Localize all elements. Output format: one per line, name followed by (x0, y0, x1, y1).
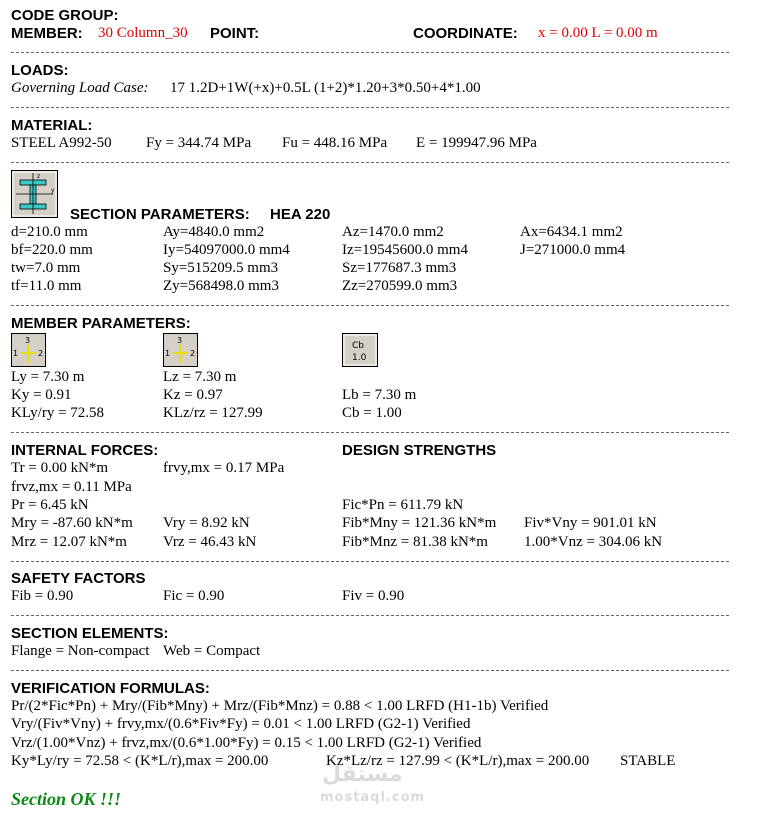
section-param: Sz=177687.3 mm3 (342, 260, 457, 276)
section-param: Zy=568498.0 mm3 (163, 278, 279, 294)
lz-value: Lz = 7.30 m (163, 369, 237, 385)
buckling-z-icon (163, 333, 198, 367)
section-param: bf=220.0 mm (11, 242, 93, 258)
axis-3-label: 3 (25, 336, 31, 345)
coordinate-label: COORDINATE: (413, 25, 518, 42)
flange-class: Flange = Non-compact (11, 643, 150, 659)
coordinate-value: x = 0.00 L = 0.00 m (538, 25, 658, 41)
elements-title: SECTION ELEMENTS: (11, 625, 169, 642)
axis-2-label: 2 (190, 349, 196, 358)
buckling-y-icon (11, 333, 46, 367)
section-param: Ax=6434.1 mm2 (520, 224, 623, 240)
forces-title: INTERNAL FORCES: (11, 442, 159, 459)
cb-value: Cb = 1.00 (342, 405, 402, 421)
verification-line: Kz*Lz/rz = 127.99 < (K*L/r),max = 200.00 (326, 753, 590, 769)
section-param: tw=7.0 mm (11, 260, 81, 276)
fib-factor: Fib = 0.90 (11, 588, 74, 604)
axis-3-label: 3 (177, 336, 183, 345)
ky-value: Ky = 0.91 (11, 387, 72, 403)
axis-1-label: 1 (165, 349, 171, 358)
verification-line: Vry/(Fiv*Vny) + frvy,mx/(0.6*Fiv*Fy) = 0.01 < 1.00 LRFD (G2-1) Verified (11, 716, 471, 732)
frvz-value: frvz,mx = 0.11 MPa (11, 479, 132, 495)
ly-value: Ly = 7.30 m (11, 369, 85, 385)
verification-line: Pr/(2*Fic*Pn) + Mry/(Fib*Mny) + Mrz/(Fib*Mnz) = 0.88 < 1.00 LRFD (H1-1b) Verified (11, 698, 549, 714)
safety-title: SAFETY FACTORS (11, 570, 146, 587)
section-param: Zz=270599.0 mm3 (342, 278, 458, 294)
loads-title: LOADS: (11, 62, 69, 79)
svg-text:z: z (37, 173, 41, 180)
verification-title: VERIFICATION FORMULAS: (11, 680, 210, 697)
mrz-value: Mrz = 12.07 kN*m (11, 534, 127, 550)
fiv-vny-value: Fiv*Vny = 901.01 kN (524, 515, 657, 531)
section-param: tf=11.0 mm (11, 278, 82, 294)
section-ok-message: Section OK !!! (11, 789, 122, 809)
section-param: Iz=19545600.0 mm4 (342, 242, 468, 258)
code-group-label: CODE GROUP: (11, 7, 119, 24)
section-param: J=271000.0 mm4 (520, 242, 626, 258)
governing-load-label: Governing Load Case: (11, 80, 149, 96)
cb-icon (342, 333, 378, 367)
svg-text:y: y (51, 187, 55, 194)
frvy-value: frvy,mx = 0.17 MPa (163, 460, 285, 476)
fiv-factor: Fiv = 0.90 (342, 588, 405, 604)
axis-2-label: 2 (38, 349, 44, 358)
vry-value: Vry = 8.92 kN (163, 515, 250, 531)
tr-value: Tr = 0.00 kN*m (11, 460, 109, 476)
axis-1-label: 1 (13, 349, 19, 358)
member-value: 30 Column_30 (98, 25, 188, 41)
fu-value: Fu = 448.16 MPa (282, 135, 388, 151)
separator (11, 432, 729, 433)
watermark-arabic: مستقل (322, 762, 403, 787)
kly-value: KLy/ry = 72.58 (11, 405, 105, 421)
section-title: SECTION PARAMETERS: (70, 206, 250, 223)
fic-pn-value: Fic*Pn = 611.79 kN (342, 497, 464, 513)
design-strengths-title: DESIGN STRENGTHS (342, 442, 497, 459)
fy-value: Fy = 344.74 MPa (146, 135, 252, 151)
vnz-value: 1.00*Vnz = 304.06 kN (524, 534, 663, 550)
section-param: d=210.0 mm (11, 224, 88, 240)
fic-factor: Fic = 0.90 (163, 588, 225, 604)
section-param: Az=1470.0 mm2 (342, 224, 444, 240)
material-title: MATERIAL: (11, 117, 93, 134)
separator (11, 52, 729, 53)
section-param: Iy=54097000.0 mm4 (163, 242, 290, 258)
steel-grade: STEEL A992-50 (11, 135, 112, 151)
cb-icon-bottom: 1.0 (352, 353, 367, 363)
separator (11, 670, 729, 671)
fib-mnz-value: Fib*Mnz = 81.38 kN*m (342, 534, 488, 550)
pr-value: Pr = 6.45 kN (11, 497, 89, 513)
section-param: Sy=515209.5 mm3 (163, 260, 279, 276)
cb-icon-top: Cb (352, 341, 364, 351)
section-param: Ay=4840.0 mm2 (163, 224, 265, 240)
governing-load-value: 17 1.2D+1W(+x)+0.5L (1+2)*1.20+3*0.50+4*1.00 (170, 80, 481, 96)
section-name: HEA 220 (270, 206, 331, 223)
verification-line: Ky*Ly/ry = 72.58 < (K*L/r),max = 200.00 (11, 753, 269, 769)
vrz-value: Vrz = 46.43 kN (163, 534, 257, 550)
separator (11, 615, 729, 616)
kz-value: Kz = 0.97 (163, 387, 223, 403)
member-label: MEMBER: (11, 25, 83, 42)
separator (11, 162, 729, 163)
mry-value: Mry = -87.60 kN*m (11, 515, 133, 531)
point-label: POINT: (210, 25, 260, 42)
web-class: Web = Compact (163, 643, 261, 659)
separator (11, 561, 729, 562)
klz-value: KLz/rz = 127.99 (163, 405, 263, 421)
fib-mny-value: Fib*Mny = 121.36 kN*m (342, 515, 497, 531)
separator (11, 107, 729, 108)
e-value: E = 199947.96 MPa (416, 135, 537, 151)
lb-value: Lb = 7.30 m (342, 387, 417, 403)
member-params-title: MEMBER PARAMETERS: (11, 315, 191, 332)
verification-line: Vrz/(1.00*Vnz) + frvz,mx/(0.6*1.00*Fy) = 0.15 < 1.00 LRFD (G2-1) Verified (11, 735, 482, 751)
i-section-icon (11, 170, 58, 218)
stability-status: STABLE (620, 753, 676, 769)
watermark-latin: mostaql.com (320, 790, 426, 805)
separator (11, 305, 729, 306)
